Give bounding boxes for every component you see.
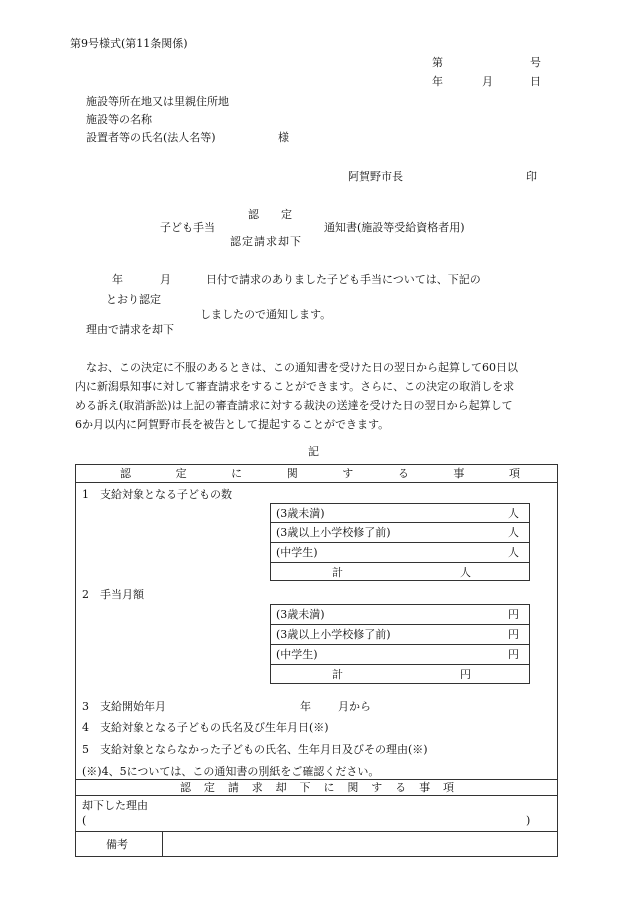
reject-header-char: 認 bbox=[180, 781, 191, 794]
body-option-approve: とおり認定 bbox=[106, 293, 161, 306]
sender-title: 阿賀野市長 bbox=[348, 170, 403, 183]
divider bbox=[270, 562, 530, 563]
cert-header-char: す bbox=[342, 467, 354, 480]
notice-title-tail: 通知書(施設等受給資格者用) bbox=[324, 221, 465, 234]
appeal-line-3: める訴え(取消訴訟)は上記の審査請求に対する裁決の送達を受けた日の翌日から起算して bbox=[75, 399, 513, 412]
divider bbox=[270, 542, 530, 543]
recipient-founder-label: 設置者等の氏名(法人名等) bbox=[86, 131, 216, 144]
cert-header-char: る bbox=[397, 467, 409, 480]
recipient-honorific: 様 bbox=[278, 131, 289, 144]
item2-total-unit: 円 bbox=[460, 668, 471, 681]
reject-header-char: す bbox=[371, 781, 383, 794]
reject-header-char: る bbox=[395, 781, 407, 794]
divider bbox=[270, 624, 530, 625]
appeal-line-2: 内に新潟県知事に対して審査請求をすることができます。さらに、この決定の取消しを求 bbox=[75, 380, 515, 393]
divider bbox=[270, 522, 530, 523]
item2-row-unit: 円 bbox=[508, 608, 519, 621]
recipient-name-label: 施設等の名称 bbox=[86, 113, 152, 126]
reject-header-char: 項 bbox=[442, 781, 454, 794]
doc-number-suffix: 号 bbox=[530, 56, 541, 69]
reject-header-char: 求 bbox=[251, 781, 263, 794]
reject-header-char: 定 bbox=[203, 781, 215, 794]
item2-row-unit: 円 bbox=[508, 628, 519, 641]
item1-row-unit: 人 bbox=[508, 507, 519, 520]
appeal-line-4: 6か月以内に阿賀野市長を被告として提起することができます。 bbox=[75, 418, 390, 431]
item1-label: 1 支給対象となる子どもの数 bbox=[82, 488, 232, 501]
item2-row-unit: 円 bbox=[508, 648, 519, 661]
cert-header-char: 定 bbox=[175, 467, 187, 480]
doc-date-day: 日 bbox=[530, 75, 541, 88]
doc-date-year: 年 bbox=[432, 75, 443, 88]
divider bbox=[75, 482, 558, 483]
doc-number-prefix: 第 bbox=[432, 56, 443, 69]
reject-header-char: 事 bbox=[419, 781, 431, 794]
reject-header-char: 関 bbox=[347, 781, 359, 794]
item2-row-label: (3歳未満) bbox=[276, 608, 325, 621]
cert-header-char: 事 bbox=[453, 467, 465, 480]
item4-label: 4 支給対象となる子どもの氏名及び生年月日(※) bbox=[82, 721, 329, 734]
item5-label: 5 支給対象とならなかった子どもの氏名、生年月日及びその理由(※) bbox=[82, 743, 428, 756]
cert-header-char: 関 bbox=[286, 467, 298, 480]
notice-title-upper-option: 認 定 bbox=[248, 208, 292, 221]
certification-header bbox=[120, 468, 520, 479]
body-line2: しましたので通知します。 bbox=[200, 308, 332, 321]
item1-row-unit: 人 bbox=[508, 526, 519, 539]
divider bbox=[270, 644, 530, 645]
divider bbox=[270, 664, 530, 665]
sender-seal: 印 bbox=[526, 170, 537, 183]
item2-row-label: (3歳以上小学校修了前) bbox=[276, 628, 391, 641]
divider bbox=[75, 795, 558, 796]
remarks-label: 備考 bbox=[106, 838, 128, 851]
body-line1: 日付で請求のありました子ども手当については、下記の bbox=[206, 273, 481, 286]
item3-year: 年 bbox=[300, 700, 311, 713]
item3-month-from: 月から bbox=[338, 700, 371, 713]
ki-label: 記 bbox=[308, 445, 319, 458]
paren-open: ( bbox=[82, 814, 87, 827]
rejection-header bbox=[180, 782, 454, 793]
item1-total-unit: 人 bbox=[460, 566, 471, 579]
notice-title-lower-option: 認定請求却下 bbox=[230, 235, 302, 248]
reject-header-char: 下 bbox=[299, 781, 311, 794]
divider bbox=[75, 831, 558, 832]
cert-header-char: 項 bbox=[508, 467, 520, 480]
reject-header-char: 却 bbox=[275, 781, 287, 794]
item1-row-label: (3歳以上小学校修了前) bbox=[276, 526, 391, 539]
paren-close: ) bbox=[526, 814, 531, 827]
item3-label: 3 支給開始年月 bbox=[82, 700, 166, 713]
divider bbox=[75, 779, 558, 780]
appeal-line-1: なお、この決定に不服のあるときは、この通知書を受けた日の翌日から起算して60日以 bbox=[86, 361, 518, 374]
form-title: 第9号様式(第11条関係) bbox=[70, 37, 188, 50]
rejection-reason-label: 却下した理由 bbox=[82, 799, 148, 812]
cert-header-char: に bbox=[231, 467, 243, 480]
item2-row-label: (中学生) bbox=[276, 648, 318, 661]
reject-header-char: に bbox=[323, 781, 335, 794]
body-year: 年 bbox=[112, 273, 123, 286]
cert-header-char: 認 bbox=[120, 467, 131, 480]
reject-header-char: 請 bbox=[227, 781, 239, 794]
item1-total-label: 計 bbox=[332, 566, 343, 579]
note-text: (※)4、5については、この通知書の別紙をご確認ください。 bbox=[82, 765, 380, 778]
notice-title-lead: 子ども手当 bbox=[160, 221, 215, 234]
body-month: 月 bbox=[160, 273, 171, 286]
item1-row-unit: 人 bbox=[508, 546, 519, 559]
item2-total-label: 計 bbox=[332, 668, 343, 681]
item1-row-label: (3歳未満) bbox=[276, 507, 325, 520]
doc-date-month: 月 bbox=[482, 75, 493, 88]
item1-row-label: (中学生) bbox=[276, 546, 318, 559]
recipient-address-label: 施設等所在地又は里親住所地 bbox=[86, 95, 229, 108]
divider bbox=[162, 831, 163, 857]
body-option-reject: 理由で請求を却下 bbox=[86, 323, 174, 336]
item2-label: 2 手当月額 bbox=[82, 588, 144, 601]
